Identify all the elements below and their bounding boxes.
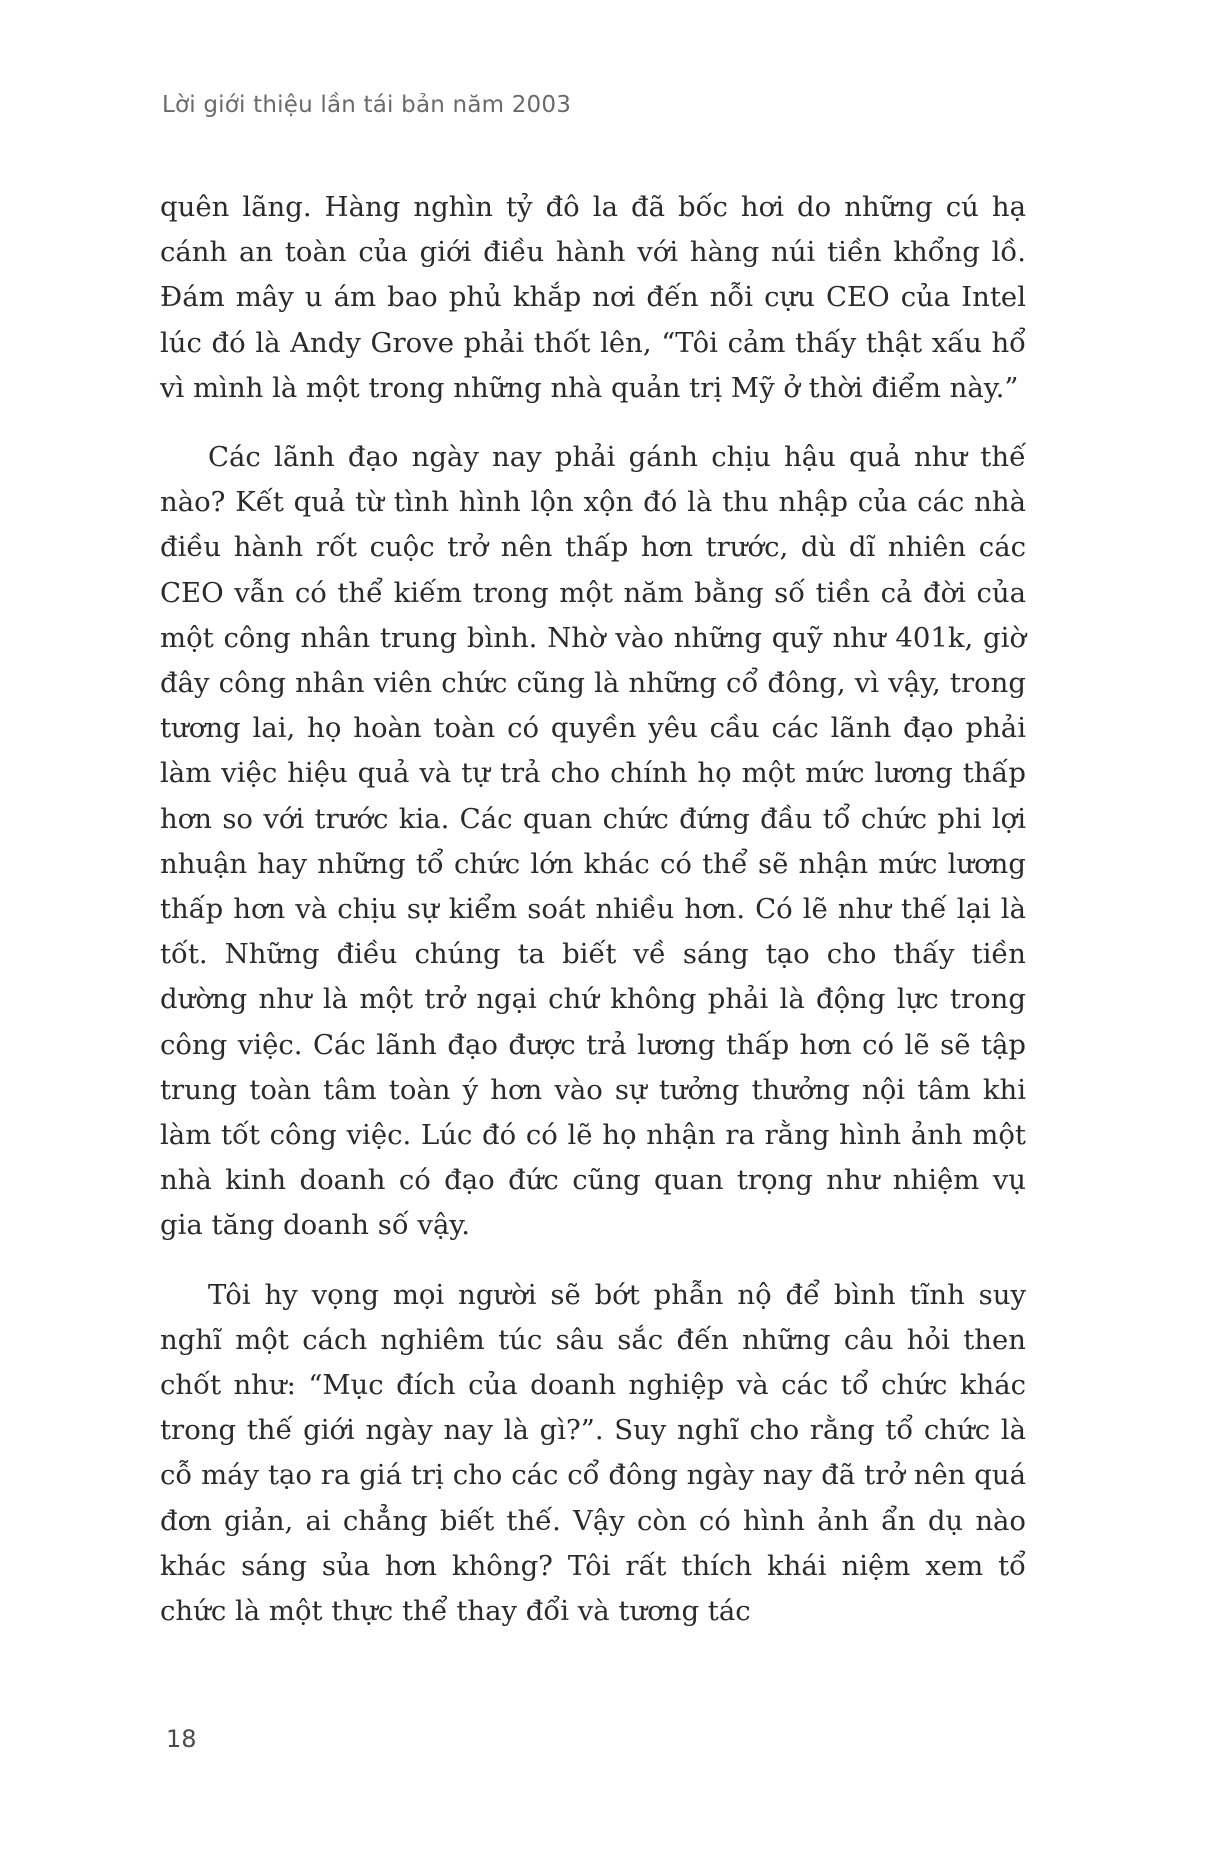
paragraph-3: Tôi hy vọng mọi người sẽ bớt phẫn nộ để bình tĩnh suy nghĩ một cách nghiêm túc sâu sắc đến những câu hỏi then chốt như: “Mục đích của doanh nghiệp và các tổ chức khác trong thế giới ngày nay là gì?”. Suy nghĩ cho rằng tổ chức là cỗ máy tạo ra giá trị cho các cổ đông ngày nay đã trở nên quá đơn giản, ai chẳng biết thế. Vậy còn có hình ảnh ẩn dụ nào khác sáng sủa hơn không? Tôi rất thích khái niệm xem tổ chức là một thực thể thay đổi và tương tác bbox=[160, 1278, 1026, 1628]
running-header: Lời giới thiệu lần tái bản năm 2003 bbox=[162, 92, 572, 118]
page-number: 18 bbox=[166, 1725, 197, 1753]
body-text bbox=[160, 185, 1026, 1658]
paragraph-1: quên lãng. Hàng nghìn tỷ đô la đã bốc hơi do những cú hạ cánh an toàn của giới điều hành với hàng núi tiền khổng lồ. Đám mây u ám bao phủ khắp nơi đến nỗi cựu CEO của Intel lúc đó là Andy Grove phải thốt lên, “Tôi cảm thấy thật xấu hổ vì mình là một trong những nhà quản trị Mỹ ở thời điểm này.” bbox=[160, 191, 1026, 404]
paragraph-2: Các lãnh đạo ngày nay phải gánh chịu hậu quả như thế nào? Kết quả từ tình hình lộn xộn đó là thu nhập của các nhà điều hành rốt cuộc trở nên thấp hơn trước, dù dĩ nhiên các CEO vẫn có thể kiếm trong một năm bằng số tiền cả đời của một công nhân trung bình. Nhờ vào những quỹ như 401k, giờ đây công nhân viên chức cũng là những cổ đông, vì vậy, trong tương lai, họ hoàn toàn có quyền yêu cầu các lãnh đạo phải làm việc hiệu quả và tự trả cho chính họ một mức lương thấp hơn so với trước kia. Các quan chức đứng đầu tổ chức phi lợi nhuận hay những tổ chức lớn khác có thể sẽ nhận mức lương thấp hơn và chịu sự kiểm soát nhiều hơn. Có lẽ như thế lại là tốt. Những điều chúng ta biết về sáng tạo cho thấy tiền dường như là một trở ngại chứ không phải là động lực trong công việc. Các lãnh đạo được trả lương thấp hơn có lẽ sẽ tập trung toàn tâm toàn ý hơn vào sự tưởng thưởng nội tâm khi làm tốt công việc. Lúc đó có lẽ họ nhận ra rằng hình ảnh một nhà kinh doanh có đạo đức cũng quan trọng như nhiệm vụ gia tăng doanh số vậy. bbox=[160, 441, 1026, 1242]
